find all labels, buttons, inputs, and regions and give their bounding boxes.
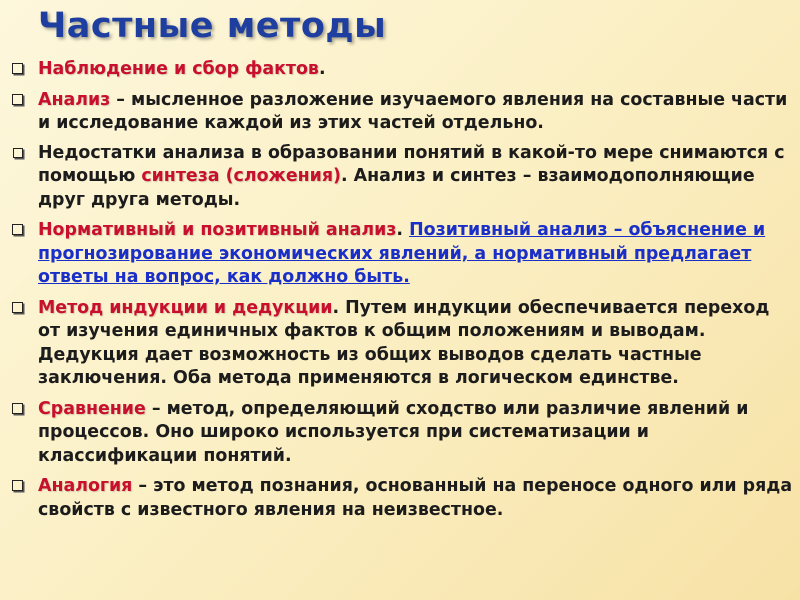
method-text: . [318,59,326,79]
method-text: – это метод познания, основанный на переносе одного или ряда свойств с известного явления на неизвестное. [38,476,793,520]
square-bullet-icon [12,480,23,491]
methods-list [8,58,794,522]
method-term: Анализ [38,89,111,110]
list-item [8,219,794,290]
positive-analysis-link[interactable]: Позитивный анализ – объяснение и прогнозирование экономических явлений, а нормативный предлагает ответы на вопрос, как должно быть. [38,220,766,287]
method-text: . [396,220,410,240]
method-text: . Путем индукции обеспечивается переход от изучения единичных фактов к общим положениям и выводам. Дедукция дает возможность из общих выводов сделать частные заключения. Оба метода применяются в логическом единстве. [38,297,770,388]
method-term: синтеза (сложения) [141,166,341,186]
method-pre-text: Недостатки анализа в образовании понятий в какой-то мере снимаются с помощью [38,142,785,186]
square-bullet-icon [13,148,23,158]
square-bullet-icon [12,403,23,414]
list-item [8,58,794,82]
method-term: Наблюдение и сбор фактов [38,59,319,79]
square-bullet-icon [12,94,23,105]
method-text: – метод, определяющий сходство или различие явлений и процессов. Оно широко используется при систематизации и классификации понятий. [38,398,749,466]
method-term: Сравнение [38,398,146,419]
square-bullet-icon [12,302,23,313]
list-item [8,398,794,469]
square-bullet-icon [12,224,23,235]
method-text: – мысленное разложение изучаемого явления на составные части и исследование каждой из этих частей отдельно. [38,89,788,133]
list-item [8,475,794,522]
list-item [8,142,794,213]
list-item [8,297,794,391]
method-term: Нормативный и позитивный анализ [38,220,397,240]
square-bullet-icon [12,63,23,74]
method-term: Аналогия [38,476,133,496]
method-text: . Анализ и синтез – взаимодополняющие друг друга методы. [38,166,755,210]
list-item [8,89,794,136]
method-term: Метод индукции и дедукции [38,297,333,318]
slide-title: Частные методы [38,6,387,46]
